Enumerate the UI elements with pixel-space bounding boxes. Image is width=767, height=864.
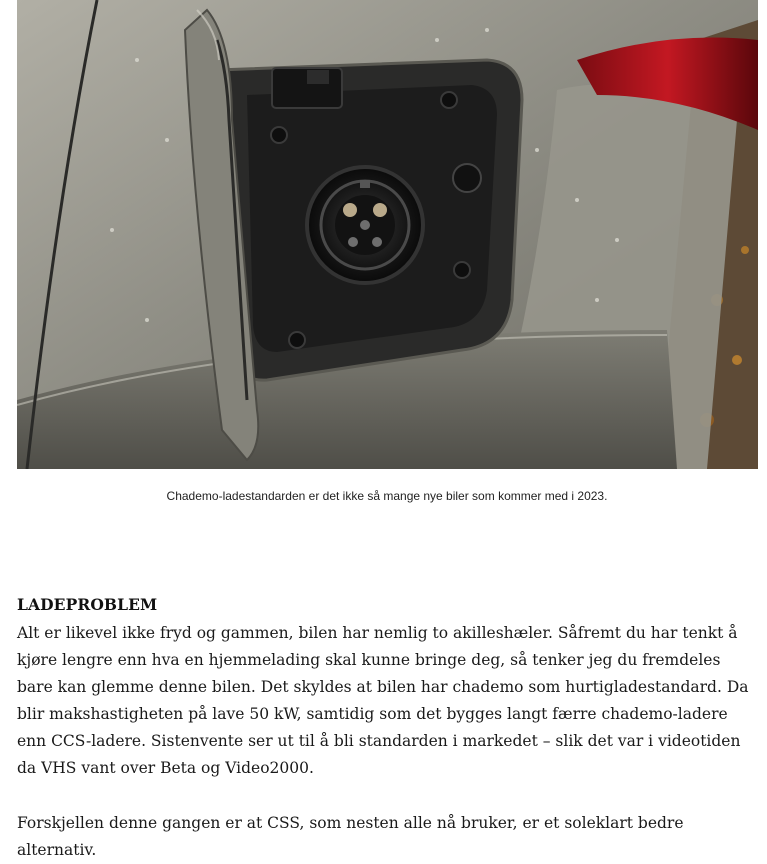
article-paragraph: Forskjellen denne gangen er at CSS, som nesten alle nå bruker, er et soleklart bedre alternativ. — [17, 814, 684, 859]
section-heading: LADEPROBLEM — [17, 595, 158, 614]
image-caption: Chademo-ladestandarden er det ikke så mange nye biler som kommer med i 2023. — [166, 489, 608, 503]
article-paragraph: Alt er likevel ikke fryd og gammen, bilen har nemlig to akilleshæler. Såfremt du har tenkt å kjøre lengre enn hva en hjemmelading skal kunne bringe deg, så tenker jeg du fremdeles bare kan glemme denne bilen. Det skyldes at bilen har chademo som hurtigladestandard. Da blir makshastigheten på lave 50 kW, samtidig som det bygges langt færre chademo-ladere enn CCS-ladere. Sistenvente ser ut til å bli standarden i markedet – slik det var i videotiden da VHS vant over Beta og Video2000. — [17, 624, 749, 777]
article-photo — [17, 0, 758, 469]
